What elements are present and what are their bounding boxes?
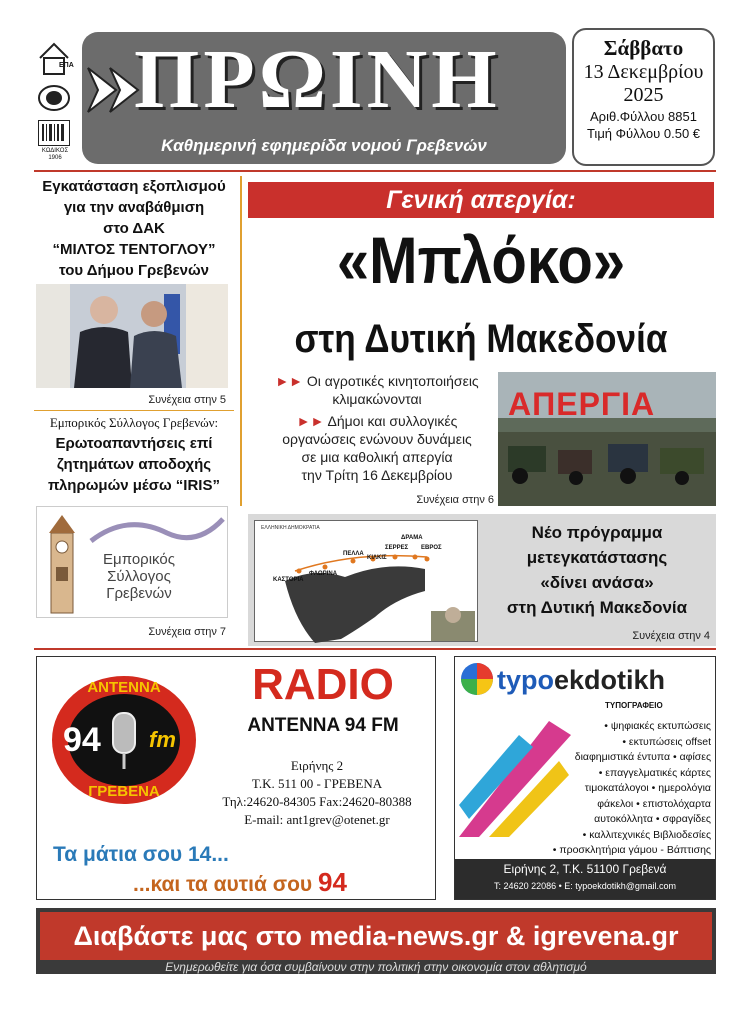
relocation-map: [254, 520, 478, 642]
radio-name: RADIO: [252, 660, 394, 709]
map-label: ΔΡΑΜΑ: [401, 535, 423, 541]
radio-address: Ειρήνης 2 Τ.Κ. 511 00 - ΓΡΕΒΕΝΑ Τηλ:24620-84305 Fax:24620-80388 E-mail: ant1grev@otenet.gr: [222, 758, 412, 827]
issue-price: Τιμή Φύλλου 0.50 €: [586, 126, 701, 141]
antenna-94-logo: [49, 673, 199, 807]
newspaper-title: ΠΡΩΙΝΗ: [134, 33, 501, 126]
epa-label: ΕΠΑ: [59, 62, 74, 69]
relocation-continued[interactable]: Συνέχεια στην 4: [632, 630, 710, 642]
story-iris-headline[interactable]: Ερωτοαπαντήσεις επί ζητημάτων αποδοχής πληρωμών μέσω “IRIS”: [48, 435, 220, 494]
story-iris-continued[interactable]: Συνέχεια στην 7: [148, 626, 226, 638]
masthead-divider: [34, 170, 716, 172]
left-divider: [34, 410, 234, 411]
map-label: ΚΑΣΤΟΡΙΑ: [273, 577, 304, 583]
bullet-arrow-icon: ►►: [275, 373, 304, 389]
story-dak-photo[interactable]: [36, 284, 228, 388]
map-label: ΚΙΛΚΙΣ: [367, 555, 387, 561]
typo-footer: Ειρήνης 2, Τ.Κ. 51100 Γρεβενά Τ: 24620 22086 • E: typoekdotikh@gmail.com: [455, 859, 715, 899]
story-dak-continued[interactable]: Συνέχεια στην 5: [148, 394, 226, 406]
story-dak-headline[interactable]: Εγκατάσταση εξοπλισμού για την αναβάθμιση στο ΔΑΚ “ΜΙΛΤΟΣ ΤΕΝΤΟΓΛΟΥ” του Δήμου Γρεβενών: [42, 178, 226, 279]
story-iris-kicker: Εμπορικός Σύλλογος Γρεβενών:: [49, 415, 219, 430]
main-story-headline[interactable]: «Μπλόκο»: [336, 223, 626, 297]
code-label: ΚΩΔΙΚΟΣ 1906: [41, 148, 69, 161]
colorful-swirl-icon: [459, 661, 495, 697]
bullet-arrow-icon: ►►: [296, 413, 325, 429]
logo-bottom-text: ΓΡΕΒΕΝΑ: [88, 783, 160, 800]
relocation-headline[interactable]: Νέο πρόγραμμα μετεγκατάστασης «δίνει ανάσα» στη Δυτική Μακεδονία: [506, 523, 688, 617]
issue-year: 2025: [623, 84, 664, 106]
radio-station: ANTENNA 94 FM: [247, 715, 399, 736]
issue-number: Αριθ.Φύλλου 8851: [590, 109, 697, 124]
relocation-story-box[interactable]: [248, 514, 716, 646]
seal-icon: [36, 84, 72, 112]
strike-tractors-photo[interactable]: [498, 372, 716, 506]
strike-sign-text: ΑΠΕΡΓΙΑ: [508, 386, 656, 422]
issue-date-box: [572, 28, 715, 166]
websites-banner-main[interactable]: Διαβάστε μας στο media-news.gr & igrevena.gr: [40, 912, 712, 960]
barcode-icon: [38, 120, 70, 146]
typoekdotikh-ad[interactable]: [454, 656, 716, 900]
map-label: ΕΒΡΟΣ: [421, 545, 442, 551]
typo-logo: [459, 661, 711, 701]
map-label: ΦΛΩΡΙΝΑ: [309, 571, 338, 577]
newspaper-subtitle: Καθημερινή εφημερίδα νομού Γρεβενών: [161, 136, 487, 155]
radio-slogan-2: ...και τα αυτιά σου 94: [133, 867, 347, 897]
websites-banner[interactable]: [36, 908, 716, 974]
map-label: ΣΕΡΡΕΣ: [385, 545, 409, 551]
ribbon-decoration-icon: [87, 511, 227, 551]
ads-divider: [34, 648, 716, 650]
typo-tagline: ΤΥΠΟΓΡΑΦΕΙΟ: [605, 701, 663, 710]
story-dak-equipment[interactable]: [34, 176, 234, 281]
epa-logo-icon: [36, 40, 72, 78]
typo-brand: typoekdotikh: [497, 665, 666, 695]
merchants-association-text: Εμπορικός Σύλλογος Γρεβενών: [103, 551, 175, 602]
bullet-2: ►► Δήμοι και συλλογικές: [296, 413, 458, 429]
logo-number: 94: [63, 721, 101, 759]
main-story-bullets: ►► Οι αγροτικές κινητοποιήσεις κλιμακώνονται ►► Δήμοι και συλλογικές οργανώσεις ενώνουν δυνάμεις σε μια καθολική απεργία την Τρίτη 16 Δεκεμβρίου: [262, 372, 492, 484]
websites-banner-sub: Ενημερωθείτε για όσα συμβαίνουν στην πολιτική στην οικονομία στον αθλητισμό: [165, 960, 587, 974]
logo-top-text: ΑΝΤΕΝΝΑ: [87, 679, 161, 696]
main-story-banner[interactable]: Γενική απεργία:: [248, 182, 714, 218]
story-iris[interactable]: [34, 414, 234, 496]
logo-fm: fm: [149, 727, 176, 752]
radio-slogan-1: Τα μάτια σου 14...: [53, 843, 229, 866]
radio-antenna-ad[interactable]: [36, 656, 436, 900]
masthead: [82, 32, 566, 164]
issue-date: 13 Δεκεμβρίου: [583, 61, 704, 83]
typo-services: • ψηφιακές εκτυπώσεις • εκτυπώσεις offset διαφημιστικά έντυπα • αφίσες • επαγγελματικές κάρτες τιμοκατάλογοι • ημερολόγια φάκελοι • επιστολόχαρτα αυτοκόλλητα • σφραγίδες • καλλιτεχνικές Βιβλιοδεσίες • προσκλητήρια γάμου - Βάπτισης: [552, 720, 711, 856]
column-divider: [240, 176, 242, 506]
issue-day: Σάββατο: [603, 36, 684, 60]
map-label: ΠΕΛΛΑ: [343, 551, 364, 557]
main-story-continued[interactable]: Συνέχεια στην 6: [416, 494, 494, 506]
merchants-association-logo: [36, 506, 228, 618]
map-doc-header: ΕΛΛΗΝΙΚΗ ΔΗΜΟΚΡΑΤΙΑ: [261, 525, 320, 531]
bullet-1: ►► Οι αγροτικές κινητοποιήσεις: [275, 373, 479, 389]
main-story-subheadline[interactable]: στη Δυτική Μακεδονία: [294, 317, 668, 361]
clock-tower-icon: [41, 511, 83, 615]
masthead-left-icons: [34, 40, 76, 170]
